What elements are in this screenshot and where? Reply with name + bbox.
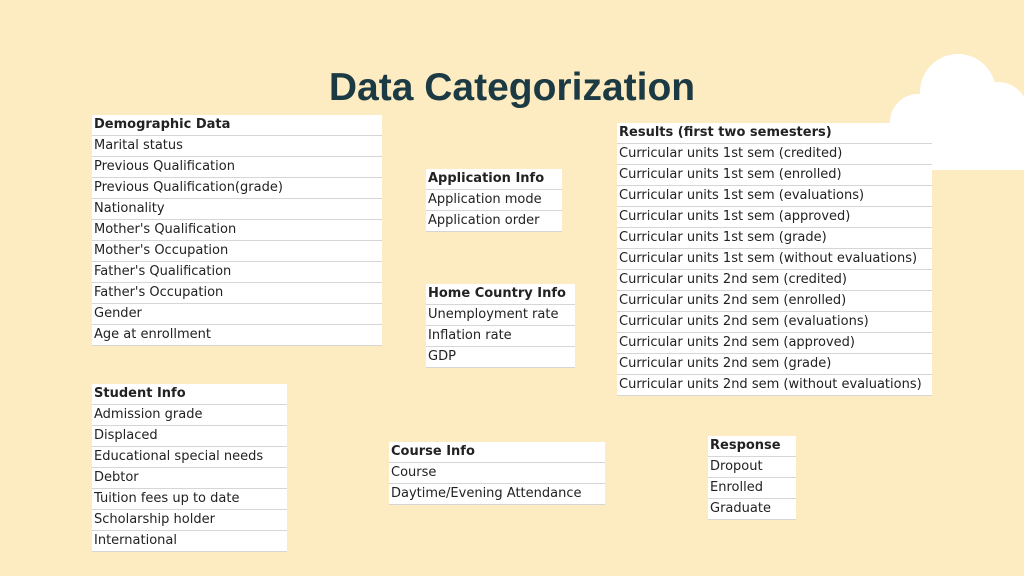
table-row (92, 426, 287, 447)
table-cell: Curricular units 2nd sem (grade) (617, 354, 932, 375)
table-header-row (426, 284, 575, 305)
table-cell: Curricular units 2nd sem (credited) (617, 270, 932, 291)
table-row (426, 305, 575, 326)
table-cell: Curricular units 2nd sem (approved) (617, 333, 932, 354)
table-row (92, 241, 382, 262)
table-cell: Curricular units 2nd sem (evaluations) (617, 312, 932, 333)
table-header-row (708, 436, 796, 457)
table-row (617, 291, 932, 312)
table-row (92, 304, 382, 325)
table-row (617, 375, 932, 396)
table-header-row (92, 384, 287, 405)
table-row (92, 178, 382, 199)
table-row (617, 165, 932, 186)
table-row (389, 463, 605, 484)
table-row (426, 326, 575, 347)
table-cell: Dropout (708, 457, 796, 478)
table-cell: International (92, 531, 287, 552)
slide-title: Data Categorization (328, 66, 696, 109)
table-header: Application Info (426, 169, 562, 190)
table-cell: Inflation rate (426, 326, 575, 347)
table-cell: Age at enrollment (92, 325, 382, 346)
table-cell: Enrolled (708, 478, 796, 499)
table-cell: Scholarship holder (92, 510, 287, 531)
table-header: Course Info (389, 442, 605, 463)
table-row (708, 499, 796, 520)
table-cell: Curricular units 1st sem (approved) (617, 207, 932, 228)
table-cell: Curricular units 1st sem (enrolled) (617, 165, 932, 186)
course-info-table (389, 442, 605, 505)
table-cell: Father's Occupation (92, 283, 382, 304)
table-cell: Nationality (92, 199, 382, 220)
table-row (617, 186, 932, 207)
results-table (617, 123, 932, 396)
table-cell: Application mode (426, 190, 562, 211)
table-cell: Mother's Occupation (92, 241, 382, 262)
table-cell: Previous Qualification(grade) (92, 178, 382, 199)
table-header-row (92, 115, 382, 136)
table-cell: Mother's Qualification (92, 220, 382, 241)
table-cell: Displaced (92, 426, 287, 447)
table-row (426, 190, 562, 211)
table-row (92, 136, 382, 157)
table-cell: Tuition fees up to date (92, 489, 287, 510)
table-cell: Curricular units 1st sem (credited) (617, 144, 932, 165)
table-cell: Gender (92, 304, 382, 325)
table-cell: Curricular units 2nd sem (enrolled) (617, 291, 932, 312)
table-row (92, 405, 287, 426)
table-header-row (426, 169, 562, 190)
table-row (426, 211, 562, 232)
table-cell: Debtor (92, 468, 287, 489)
response-table (708, 436, 796, 520)
table-cell: Daytime/Evening Attendance (389, 484, 605, 505)
table-row (389, 484, 605, 505)
table-cell: Marital status (92, 136, 382, 157)
table-row (92, 468, 287, 489)
table-row (617, 249, 932, 270)
table-row (617, 333, 932, 354)
table-header: Response (708, 436, 796, 457)
table-header-row (617, 123, 932, 144)
demographic-data-table (92, 115, 382, 346)
table-cell: Unemployment rate (426, 305, 575, 326)
table-cell: GDP (426, 347, 575, 368)
table-cell: Previous Qualification (92, 157, 382, 178)
table-cell: Father's Qualification (92, 262, 382, 283)
table-row (92, 220, 382, 241)
table-row (92, 489, 287, 510)
table-cell: Application order (426, 211, 562, 232)
table-row (617, 228, 932, 249)
table-header-row (389, 442, 605, 463)
table-header: Home Country Info (426, 284, 575, 305)
table-row (617, 270, 932, 291)
table-row (617, 144, 932, 165)
table-cell: Curricular units 1st sem (grade) (617, 228, 932, 249)
table-row (92, 325, 382, 346)
table-cell: Educational special needs (92, 447, 287, 468)
table-row (617, 354, 932, 375)
table-cell: Graduate (708, 499, 796, 520)
table-cell: Course (389, 463, 605, 484)
table-header: Results (first two semesters) (617, 123, 932, 144)
application-info-table (426, 169, 562, 232)
table-row (92, 199, 382, 220)
table-row (617, 207, 932, 228)
table-cell: Curricular units 1st sem (evaluations) (617, 186, 932, 207)
home-country-info-table (426, 284, 575, 368)
table-cell: Admission grade (92, 405, 287, 426)
table-cell: Curricular units 1st sem (without evaluations) (617, 249, 932, 270)
table-header: Student Info (92, 384, 287, 405)
table-row (92, 531, 287, 552)
table-row (92, 447, 287, 468)
table-row (708, 457, 796, 478)
student-info-table (92, 384, 287, 552)
table-row (92, 157, 382, 178)
table-cell: Curricular units 2nd sem (without evaluations) (617, 375, 932, 396)
table-row (92, 283, 382, 304)
table-row (617, 312, 932, 333)
table-row (92, 262, 382, 283)
table-row (426, 347, 575, 368)
table-header: Demographic Data (92, 115, 382, 136)
table-row (92, 510, 287, 531)
table-row (708, 478, 796, 499)
